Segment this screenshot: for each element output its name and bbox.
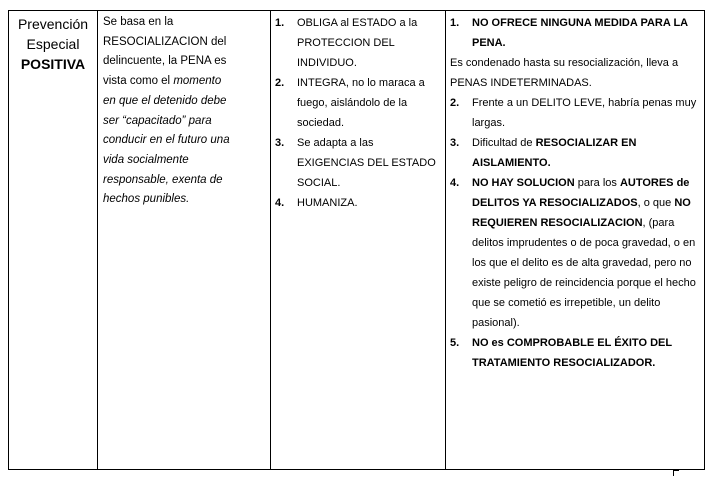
item-bold: NO REQUIEREN RESOCIALIZACION (472, 197, 691, 229)
description-line: responsable, exenta de (103, 173, 223, 186)
list-item (450, 13, 700, 53)
item-rest: , o que (637, 197, 675, 209)
list-item (450, 333, 700, 373)
description-line: RESOCIALIZACION del (103, 35, 227, 48)
item-text: OBLIGA al ESTADO a la PROTECCION DEL INDIVIDUO. (297, 17, 418, 69)
list-item (275, 133, 441, 193)
item-text (472, 173, 700, 333)
item-bold: AUTORES de DELITOS YA RESOCIALIZADOS (472, 177, 690, 209)
table-row (9, 11, 705, 470)
item-text: HUMANIZA. (297, 197, 358, 209)
description-line: ser “capacitado” para (103, 114, 212, 127)
comparison-table (8, 10, 705, 470)
description-line: hechos punibles. (103, 193, 190, 206)
item-text: NO OFRECE NINGUNA MEDIDA PARA LA PENA. (472, 17, 688, 49)
description-text: vista como el (103, 75, 174, 88)
item-number: 5. (450, 337, 460, 349)
item-number: 3. (275, 137, 285, 149)
item-text: Frente a un DELITO LEVE, habría penas muy largas. (472, 97, 697, 129)
item-rest: , (para delitos imprudentes o de poca gravedad, o en los que el delito es de alta gravedad, pero no existe peligro de reincidencia porque el hecho que se cometió es irrepetible, un delito pasional). (472, 217, 696, 329)
item-bold: NO HAY SOLUCION (472, 177, 575, 189)
item-bold: RESOCIALIZAR EN AISLAMIENTO. (472, 137, 637, 169)
heading-line-2: Especial (26, 36, 80, 52)
list-item (275, 73, 441, 133)
description-line: en que el detenido debe (103, 94, 227, 107)
item-text (472, 133, 700, 173)
description-line: vida socialmente (103, 153, 189, 166)
list-item (450, 173, 700, 333)
list-item (275, 193, 441, 213)
heading-line-1: Prevención (17, 16, 89, 32)
heading-line-3: POSITIVA (20, 56, 86, 72)
description-cell (98, 11, 271, 470)
description-line: conducir en el futuro una (103, 134, 230, 147)
item-number: 2. (450, 97, 460, 109)
description-italic: momento (173, 75, 222, 88)
list-item (450, 93, 700, 133)
list-item (450, 133, 700, 173)
item-number: 1. (275, 17, 285, 29)
item-number: 4. (275, 197, 285, 209)
item-number: 1. (450, 17, 460, 29)
criticism-note: Es condenado hasta su resocialización, lleva a PENAS INDETERMINADAS. (450, 57, 679, 89)
item-number: 2. (275, 77, 285, 89)
item-text: NO es COMPROBABLE EL ÉXITO DEL TRATAMIENTO RESOCIALIZADOR. (472, 337, 672, 369)
description-line: delincuente, la PENA es (103, 55, 227, 68)
item-number: 3. (450, 137, 460, 149)
item-number: 4. (450, 177, 460, 189)
item-text: Se adapta a las EXIGENCIAS DEL ESTADO SOCIAL. (297, 137, 436, 189)
item-text: INTEGRA, no lo maraca a fuego, aislándolo de la sociedad. (297, 77, 425, 129)
corner-mark (673, 470, 679, 476)
criticisms-cell (446, 11, 705, 470)
heading-cell (9, 11, 98, 470)
item-lead: Dificultad de (472, 137, 536, 149)
advantages-cell (271, 11, 446, 470)
list-item (275, 13, 441, 73)
item-rest: para los (574, 177, 620, 189)
description-line (103, 72, 265, 92)
description-line: Se basa en la (103, 16, 174, 28)
